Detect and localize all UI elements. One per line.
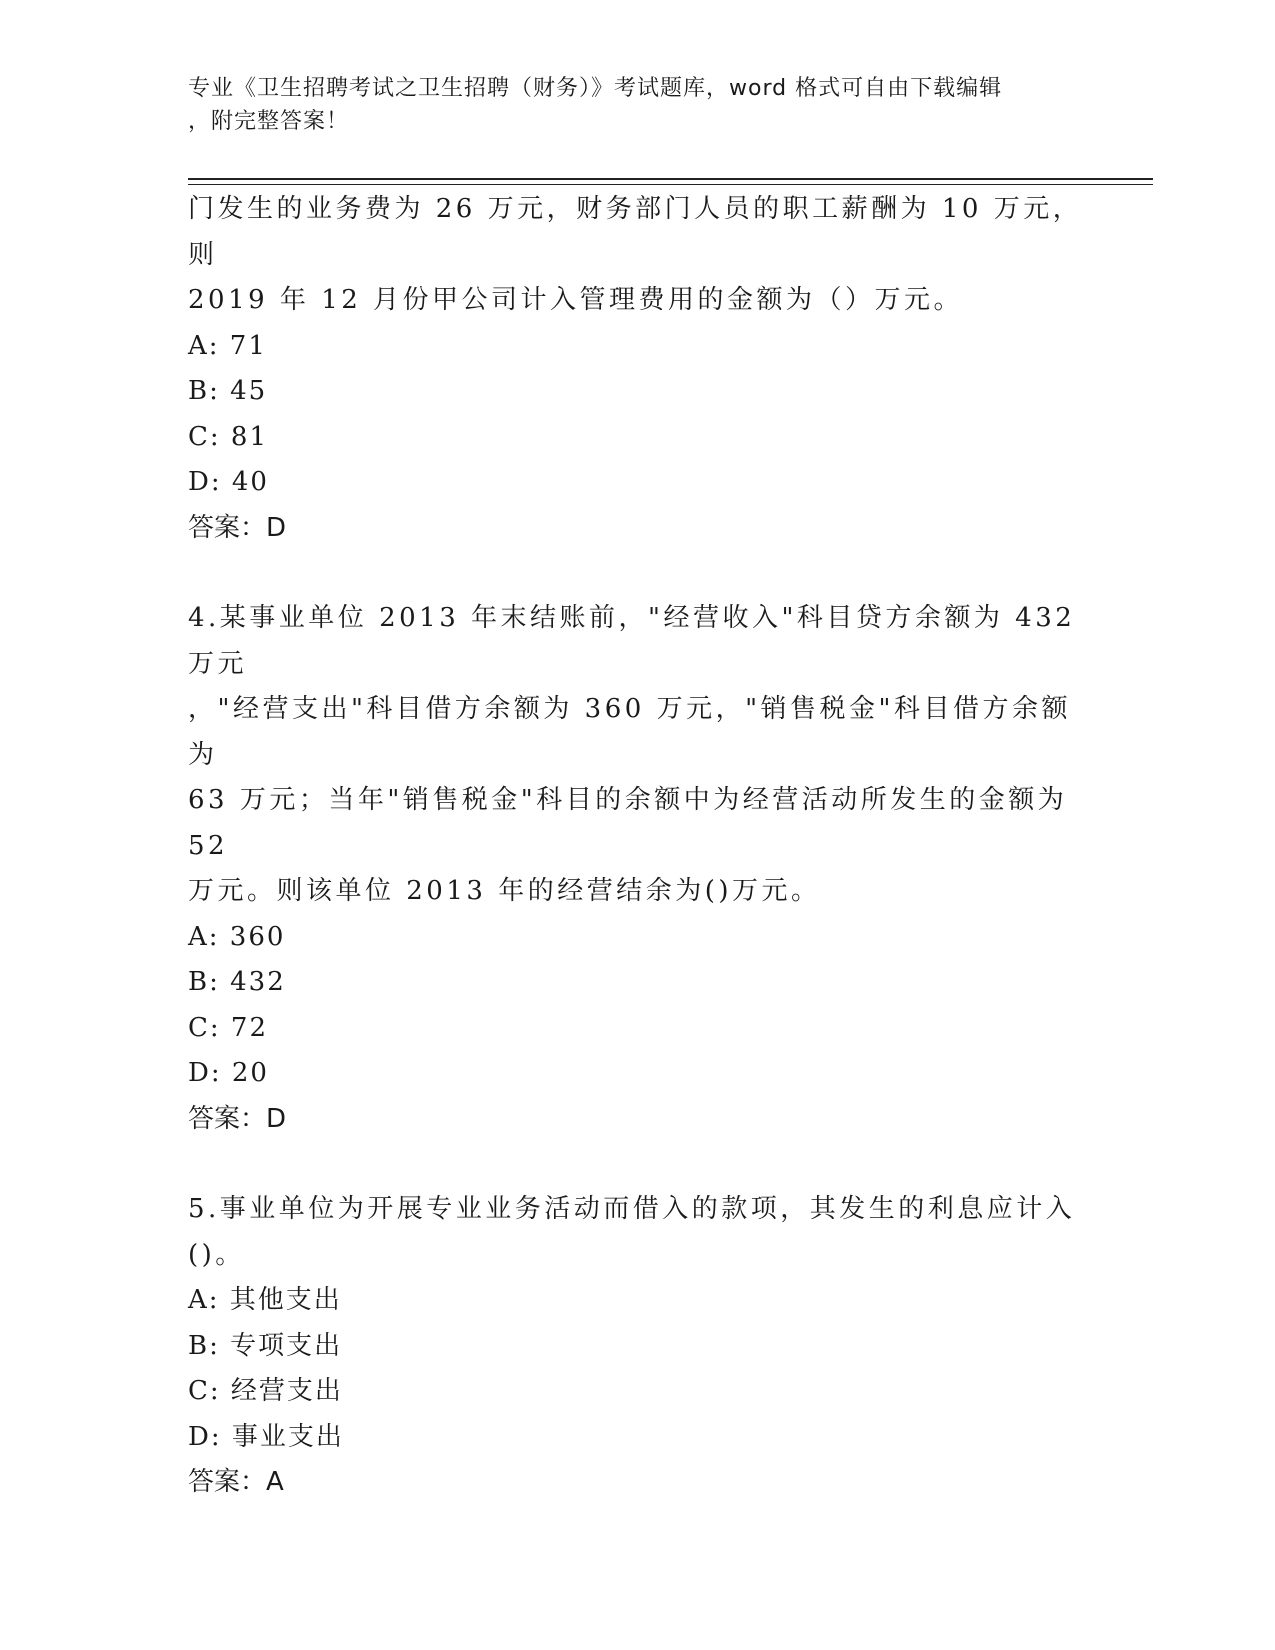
document-header bbox=[188, 72, 1068, 138]
question-stem-line: 万元。则该单位 2013 年的经营结余为()万元。 bbox=[188, 876, 821, 906]
question-stem-line: 5.事业单位为开展专业业务活动而借入的款项，其发生的利息应计入 bbox=[188, 1194, 1076, 1224]
question-block bbox=[188, 596, 1083, 1142]
question-list bbox=[188, 187, 1083, 1506]
answer-line: 答案：A bbox=[188, 1467, 284, 1497]
option-a: A: 360 bbox=[188, 921, 286, 952]
question-stem-line: ，"经营支出"科目借方余额为 360 万元，"销售税金"科目借方余额为 bbox=[188, 694, 1071, 770]
option-c: C: 72 bbox=[188, 1012, 269, 1043]
question-stem-line: 63 万元；当年"销售税金"科目的余额中为经营活动所发生的金额为 52 bbox=[188, 785, 1068, 861]
option-c: C: 经营支出 bbox=[188, 1376, 343, 1406]
question-stem-line: 4.某事业单位 2013 年末结账前，"经营收入"科目贷方余额为 432 万元 bbox=[188, 603, 1076, 679]
option-b: B: 专项支出 bbox=[188, 1330, 343, 1361]
header-divider-thick bbox=[188, 178, 1153, 180]
option-c: C: 81 bbox=[188, 421, 269, 452]
answer-line: 答案：D bbox=[188, 512, 287, 543]
question-spacer bbox=[188, 1142, 1083, 1187]
option-a: A: 71 bbox=[188, 330, 267, 361]
question-spacer bbox=[188, 551, 1083, 596]
option-b: B: 432 bbox=[188, 967, 286, 997]
option-a: A: 其他支出 bbox=[188, 1285, 342, 1315]
header-line-2: ，附完整答案！ bbox=[188, 109, 350, 134]
question-stem-line: 2019 年 12 月份甲公司计入管理费用的金额为（）万元。 bbox=[188, 285, 964, 315]
question-block bbox=[188, 187, 1083, 551]
option-d: D: 20 bbox=[188, 1058, 269, 1088]
question-block bbox=[188, 1187, 1083, 1506]
question-stem-line: 门发生的业务费为 26 万元，财务部门人员的职工薪酬为 10 万元，则 bbox=[188, 194, 1083, 270]
option-d: D: 40 bbox=[188, 467, 269, 497]
option-b: B: 45 bbox=[188, 376, 268, 406]
answer-line: 答案：D bbox=[188, 1103, 287, 1134]
question-stem-line: ()。 bbox=[188, 1239, 245, 1270]
option-d: D: 事业支出 bbox=[188, 1421, 344, 1452]
header-divider-thin bbox=[188, 184, 1153, 185]
header-line-1: 专业《卫生招聘考试之卫生招聘（财务）》考试题库，word 格式可自由下载编辑 bbox=[188, 76, 1003, 101]
